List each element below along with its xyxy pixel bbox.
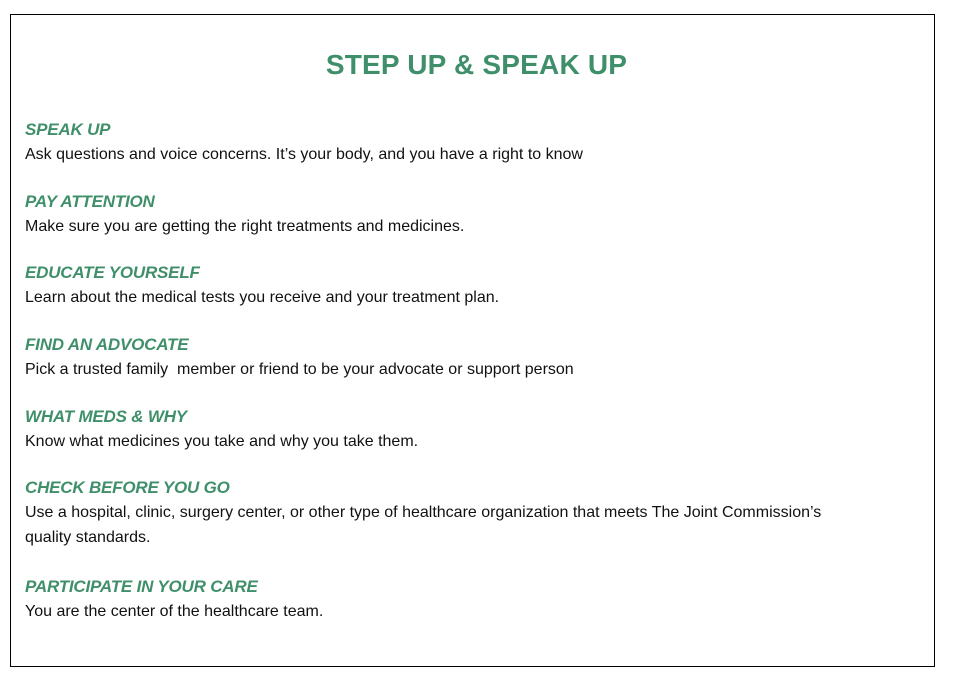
section-heading: PAY ATTENTION xyxy=(25,192,155,211)
section-pay-attention xyxy=(25,191,905,239)
section-heading: WHAT MEDS & WHY xyxy=(25,407,187,426)
section-heading: PARTICIPATE IN YOUR CARE xyxy=(25,577,258,596)
section-educate-yourself xyxy=(25,262,905,310)
section-find-an-advocate xyxy=(25,334,905,382)
section-heading: SPEAK UP xyxy=(25,120,111,139)
section-heading: FIND AN ADVOCATE xyxy=(25,335,189,354)
section-heading: EDUCATE YOURSELF xyxy=(25,263,200,282)
section-text: Pick a trusted family member or friend to be your advocate or support person xyxy=(25,361,574,378)
section-text: Use a hospital, clinic, surgery center, or other type of healthcare organization that meets The Joint Commission’s quality standards. xyxy=(25,504,822,546)
section-speak-up xyxy=(25,119,905,167)
section-text: Know what medicines you take and why you take them. xyxy=(25,433,419,450)
section-text: Learn about the medical tests you receive and your treatment plan. xyxy=(25,289,500,306)
section-text: You are the center of the healthcare team. xyxy=(25,603,324,620)
section-participate-in-your-care xyxy=(25,576,905,624)
page-title: STEP UP & SPEAK UP xyxy=(325,49,628,80)
section-heading: CHECK BEFORE YOU GO xyxy=(25,478,230,497)
section-text: Make sure you are getting the right treatments and medicines. xyxy=(25,218,465,235)
section-what-meds-and-why xyxy=(25,406,905,454)
section-check-before-you-go xyxy=(25,477,855,550)
section-text: Ask questions and voice concerns. It’s your body, and you have a right to know xyxy=(25,146,583,163)
